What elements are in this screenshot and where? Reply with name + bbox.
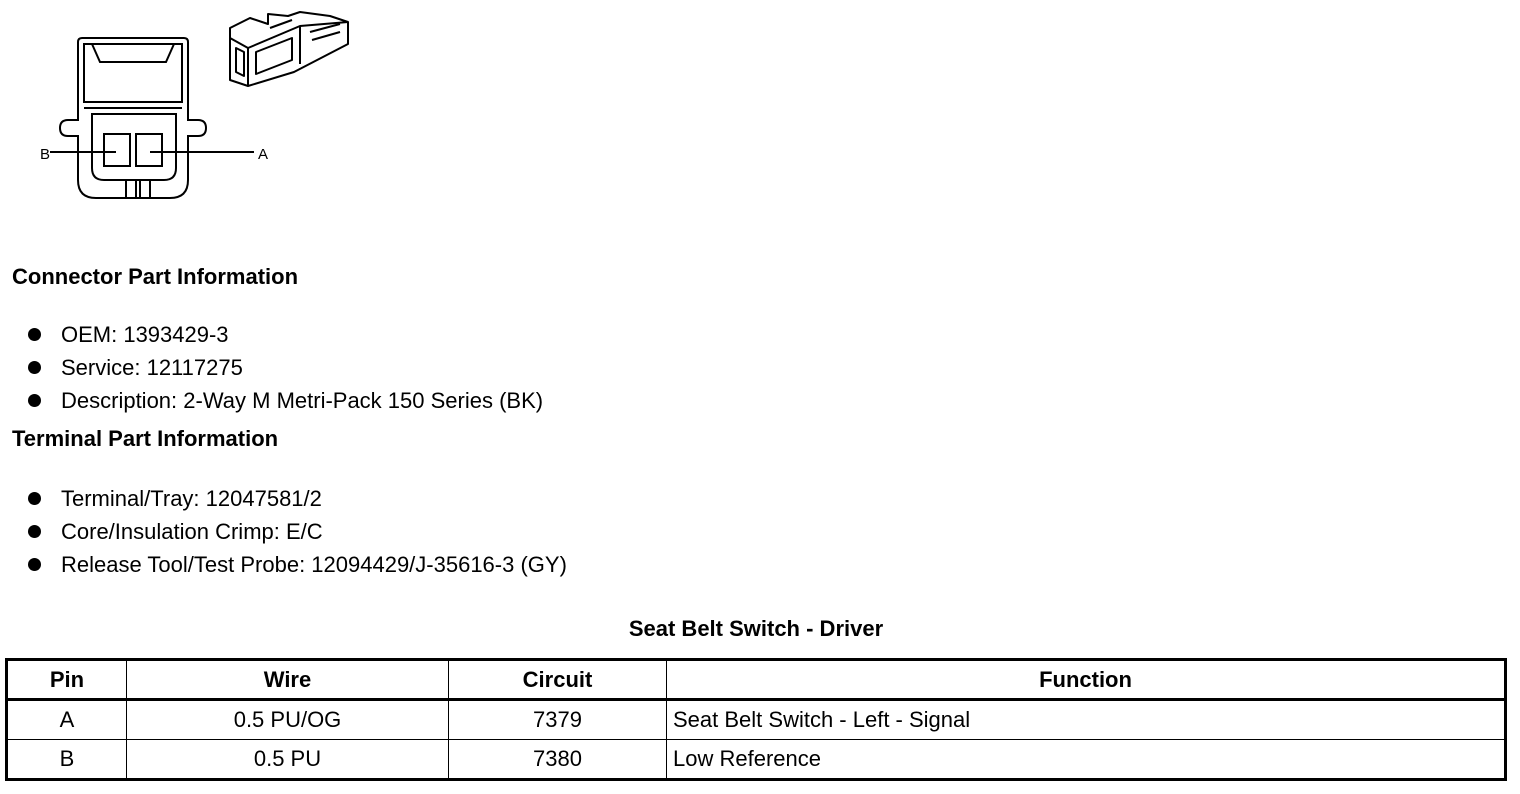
terminal-info-list <box>28 482 567 581</box>
header-pin: Pin <box>7 660 127 700</box>
connector-description: Description: 2-Way M Metri-Pack 150 Series (BK) <box>61 387 544 413</box>
bullet-icon <box>28 558 41 571</box>
cell-pin: A <box>7 700 127 740</box>
connector-diagram <box>30 8 370 208</box>
list-item <box>28 482 567 515</box>
crimp-type: Core/Insulation Crimp: E/C <box>61 518 323 544</box>
bullet-icon <box>28 492 41 505</box>
release-tool: Release Tool/Test Probe: 12094429/J-35616-3 (GY) <box>61 551 567 577</box>
connector-info-heading: Connector Part Information <box>12 264 299 289</box>
bullet-icon <box>28 525 41 538</box>
header-function: Function <box>667 660 1506 700</box>
pin-label-b: B <box>40 146 51 163</box>
cell-wire: 0.5 PU/OG <box>127 700 449 740</box>
terminal-info-heading: Terminal Part Information <box>12 426 279 451</box>
list-item <box>28 318 543 351</box>
terminal-tray: Terminal/Tray: 12047581/2 <box>61 485 322 511</box>
connector-info-list <box>28 318 543 417</box>
service-number: Service: 12117275 <box>61 354 243 380</box>
pin-label-a: A <box>258 146 269 163</box>
table-header-row <box>7 660 1506 700</box>
header-wire: Wire <box>127 660 449 700</box>
table-row <box>7 740 1506 780</box>
list-item <box>28 351 543 384</box>
table-title: Seat Belt Switch - Driver <box>628 616 884 641</box>
cell-circuit: 7380 <box>449 740 667 780</box>
oem-number: OEM: 1393429-3 <box>61 321 229 347</box>
bullet-icon <box>28 328 41 341</box>
bullet-icon <box>28 361 41 374</box>
connector-face-view-drawing <box>30 8 370 208</box>
cell-circuit: 7379 <box>449 700 667 740</box>
cell-function: Low Reference <box>667 740 1506 780</box>
list-item <box>28 548 567 581</box>
bullet-icon <box>28 394 41 407</box>
cell-wire: 0.5 PU <box>127 740 449 780</box>
header-circuit: Circuit <box>449 660 667 700</box>
cell-function: Seat Belt Switch - Left - Signal <box>667 700 1506 740</box>
connector-isometric-drawing <box>230 12 348 86</box>
list-item <box>28 515 567 548</box>
list-item <box>28 384 543 417</box>
table-row <box>7 700 1506 740</box>
pinout-table <box>5 658 1507 781</box>
cell-pin: B <box>7 740 127 780</box>
